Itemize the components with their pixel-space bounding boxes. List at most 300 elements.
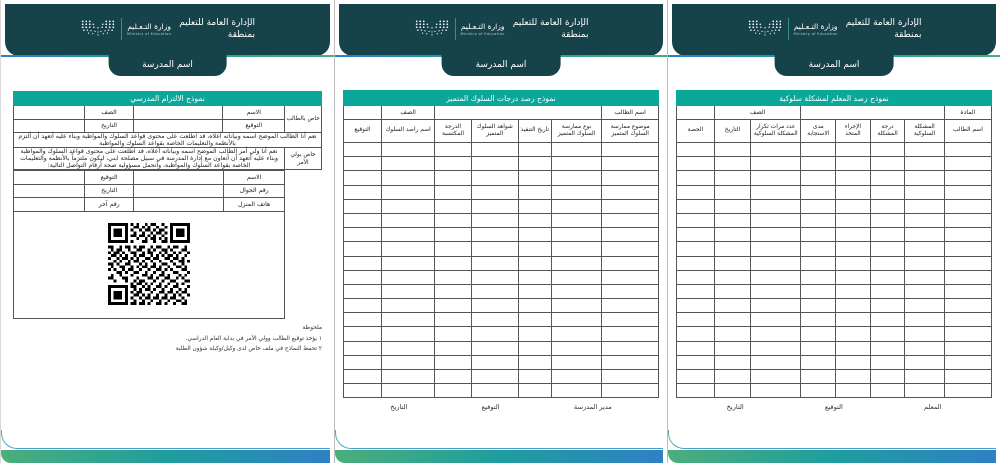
table-cell[interactable]	[518, 242, 551, 256]
table-cell[interactable]	[801, 270, 836, 284]
table-cell[interactable]	[836, 143, 871, 157]
table-cell[interactable]	[677, 341, 715, 355]
table-cell[interactable]	[602, 384, 659, 398]
card3-value-home-phone[interactable]	[134, 198, 223, 212]
table-cell[interactable]	[381, 185, 435, 199]
table-cell[interactable]	[435, 270, 471, 284]
table-cell[interactable]	[905, 143, 944, 157]
table-cell[interactable]	[344, 327, 382, 341]
table-cell[interactable]	[602, 313, 659, 327]
table-cell[interactable]	[944, 313, 991, 327]
table-cell[interactable]	[944, 270, 991, 284]
card3-value-signature[interactable]	[134, 119, 223, 133]
table-cell[interactable]	[677, 284, 715, 298]
table-cell[interactable]	[677, 228, 715, 242]
table-cell[interactable]	[518, 384, 551, 398]
table-cell[interactable]	[801, 228, 836, 242]
table-cell[interactable]	[344, 384, 382, 398]
table-cell[interactable]	[551, 327, 601, 341]
table-cell[interactable]	[435, 228, 471, 242]
table-cell[interactable]	[905, 370, 944, 384]
table-cell[interactable]	[602, 355, 659, 369]
table-cell[interactable]	[751, 143, 801, 157]
table-cell[interactable]	[677, 355, 715, 369]
table-cell[interactable]	[518, 171, 551, 185]
table-cell[interactable]	[677, 242, 715, 256]
table-cell[interactable]	[344, 270, 382, 284]
table-cell[interactable]	[344, 199, 382, 213]
table-cell[interactable]	[381, 327, 435, 341]
table-cell[interactable]	[602, 299, 659, 313]
table-cell[interactable]	[714, 313, 750, 327]
table-cell[interactable]	[435, 242, 471, 256]
table-cell[interactable]	[751, 171, 801, 185]
card3-value-date[interactable]	[14, 119, 85, 133]
table-cell[interactable]	[751, 213, 801, 227]
table-cell[interactable]	[836, 370, 871, 384]
table-cell[interactable]	[602, 199, 659, 213]
table-cell[interactable]	[551, 370, 601, 384]
table-cell[interactable]	[381, 355, 435, 369]
table-cell[interactable]	[677, 256, 715, 270]
table-cell[interactable]	[905, 270, 944, 284]
table-cell[interactable]	[471, 341, 518, 355]
table-cell[interactable]	[381, 270, 435, 284]
table-cell[interactable]	[714, 242, 750, 256]
table-cell[interactable]	[801, 355, 836, 369]
table-cell[interactable]	[518, 341, 551, 355]
table-cell[interactable]	[518, 185, 551, 199]
table-cell[interactable]	[381, 157, 435, 171]
table-cell[interactable]	[602, 213, 659, 227]
table-cell[interactable]	[714, 185, 750, 199]
table-cell[interactable]	[381, 341, 435, 355]
table-cell[interactable]	[518, 313, 551, 327]
table-cell[interactable]	[751, 185, 801, 199]
table-cell[interactable]	[344, 185, 382, 199]
table-cell[interactable]	[677, 384, 715, 398]
table-cell[interactable]	[870, 213, 905, 227]
table-cell[interactable]	[471, 213, 518, 227]
table-cell[interactable]	[905, 327, 944, 341]
table-cell[interactable]	[677, 213, 715, 227]
table-cell[interactable]	[471, 199, 518, 213]
table-cell[interactable]	[344, 355, 382, 369]
table-cell[interactable]	[944, 157, 991, 171]
table-cell[interactable]	[518, 327, 551, 341]
table-cell[interactable]	[435, 370, 471, 384]
table-cell[interactable]	[518, 256, 551, 270]
table-cell[interactable]	[435, 313, 471, 327]
table-cell[interactable]	[801, 143, 836, 157]
table-cell[interactable]	[518, 228, 551, 242]
table-cell[interactable]	[344, 284, 382, 298]
table-cell[interactable]	[551, 270, 601, 284]
table-cell[interactable]	[602, 270, 659, 284]
table-cell[interactable]	[381, 199, 435, 213]
table-cell[interactable]	[801, 256, 836, 270]
table-cell[interactable]	[551, 284, 601, 298]
table-cell[interactable]	[836, 313, 871, 327]
table-cell[interactable]	[677, 327, 715, 341]
table-cell[interactable]	[551, 213, 601, 227]
table-cell[interactable]	[602, 256, 659, 270]
table-cell[interactable]	[905, 228, 944, 242]
table-cell[interactable]	[714, 171, 750, 185]
table-cell[interactable]	[602, 327, 659, 341]
table-cell[interactable]	[518, 270, 551, 284]
table-cell[interactable]	[471, 355, 518, 369]
table-cell[interactable]	[471, 370, 518, 384]
table-cell[interactable]	[905, 213, 944, 227]
table-cell[interactable]	[518, 143, 551, 157]
table-cell[interactable]	[870, 199, 905, 213]
table-cell[interactable]	[551, 384, 601, 398]
table-cell[interactable]	[944, 242, 991, 256]
table-cell[interactable]	[751, 384, 801, 398]
card1-empty-rows	[677, 143, 992, 398]
table-cell[interactable]	[677, 299, 715, 313]
card3-guardian-contact-table	[13, 170, 322, 319]
table-row	[344, 341, 659, 355]
card3-value-name[interactable]	[134, 106, 223, 120]
table-cell[interactable]	[751, 313, 801, 327]
table-cell[interactable]	[870, 270, 905, 284]
table-cell[interactable]	[905, 384, 944, 398]
table-cell[interactable]	[602, 185, 659, 199]
table-cell[interactable]	[518, 355, 551, 369]
table-cell[interactable]	[870, 370, 905, 384]
table-cell[interactable]	[944, 341, 991, 355]
card2-ribbon-curve	[335, 430, 663, 449]
table-cell[interactable]	[435, 143, 471, 157]
table-cell[interactable]	[602, 284, 659, 298]
table-cell[interactable]	[801, 370, 836, 384]
table-cell[interactable]	[905, 185, 944, 199]
table-cell[interactable]	[905, 242, 944, 256]
table-cell[interactable]	[471, 185, 518, 199]
table-cell[interactable]	[801, 384, 836, 398]
table-cell[interactable]	[435, 199, 471, 213]
table-cell[interactable]	[435, 355, 471, 369]
card3-value-guardian-name[interactable]	[134, 171, 223, 185]
table-cell[interactable]	[381, 256, 435, 270]
table-cell[interactable]	[801, 327, 836, 341]
table-cell[interactable]	[435, 384, 471, 398]
table-cell[interactable]	[905, 313, 944, 327]
table-cell[interactable]	[905, 256, 944, 270]
behavior-observation-table	[676, 90, 992, 398]
table-cell[interactable]	[602, 242, 659, 256]
table-cell[interactable]	[471, 242, 518, 256]
table-cell[interactable]	[435, 171, 471, 185]
table-cell[interactable]	[836, 213, 871, 227]
card3-value-guardian-signature[interactable]	[14, 171, 85, 185]
table-row	[677, 228, 992, 242]
table-cell[interactable]	[870, 284, 905, 298]
table-cell[interactable]	[551, 313, 601, 327]
table-cell[interactable]	[551, 228, 601, 242]
card2-col-practice-type: نوع ممارسة السلوك المتميز	[551, 120, 601, 143]
table-cell[interactable]	[471, 384, 518, 398]
qr-code-icon[interactable]	[108, 223, 190, 305]
table-cell[interactable]	[344, 157, 382, 171]
table-cell[interactable]	[905, 355, 944, 369]
table-cell[interactable]	[677, 171, 715, 185]
card1-authority-line2: بمنطقة	[894, 30, 922, 40]
table-cell[interactable]	[602, 370, 659, 384]
card2-group-student-name: اسم الطالب	[602, 106, 659, 120]
table-cell[interactable]	[836, 185, 871, 199]
table-cell[interactable]	[870, 228, 905, 242]
table-cell[interactable]	[714, 327, 750, 341]
table-cell[interactable]	[471, 327, 518, 341]
table-cell[interactable]	[836, 341, 871, 355]
table-cell[interactable]	[751, 270, 801, 284]
table-cell[interactable]	[944, 228, 991, 242]
table-cell[interactable]	[944, 284, 991, 298]
table-cell[interactable]	[714, 341, 750, 355]
table-cell[interactable]	[905, 284, 944, 298]
table-cell[interactable]	[714, 299, 750, 313]
table-cell[interactable]	[751, 256, 801, 270]
table-cell[interactable]	[714, 384, 750, 398]
table-cell[interactable]	[836, 171, 871, 185]
table-cell[interactable]	[435, 185, 471, 199]
table-cell[interactable]	[836, 270, 871, 284]
table-cell[interactable]	[344, 313, 382, 327]
table-cell[interactable]	[602, 228, 659, 242]
table-cell[interactable]	[870, 313, 905, 327]
table-cell[interactable]	[801, 242, 836, 256]
table-cell[interactable]	[471, 284, 518, 298]
table-cell[interactable]	[714, 256, 750, 270]
table-cell[interactable]	[344, 341, 382, 355]
table-cell[interactable]	[344, 213, 382, 227]
table-cell[interactable]	[714, 157, 750, 171]
table-cell[interactable]	[551, 157, 601, 171]
table-cell[interactable]	[381, 228, 435, 242]
table-cell[interactable]	[751, 327, 801, 341]
table-cell[interactable]	[714, 228, 750, 242]
table-cell[interactable]	[836, 299, 871, 313]
card3-value-class[interactable]	[14, 106, 85, 120]
table-cell[interactable]	[801, 171, 836, 185]
table-cell[interactable]	[870, 327, 905, 341]
table-cell[interactable]	[435, 284, 471, 298]
table-cell[interactable]	[677, 143, 715, 157]
table-cell[interactable]	[836, 256, 871, 270]
card3-note-2: ٢ تحفظ النماذج في ملف خاص لدى وكيل/وكيلة شؤون الطلبة	[175, 345, 322, 352]
table-cell[interactable]	[435, 299, 471, 313]
card3-table-wrap	[13, 91, 322, 319]
table-cell[interactable]	[801, 284, 836, 298]
table-cell[interactable]	[714, 284, 750, 298]
table-cell[interactable]	[801, 341, 836, 355]
table-cell[interactable]	[801, 157, 836, 171]
table-cell[interactable]	[714, 355, 750, 369]
table-cell[interactable]	[518, 157, 551, 171]
table-cell[interactable]	[870, 157, 905, 171]
table-cell[interactable]	[944, 213, 991, 227]
table-cell[interactable]	[677, 370, 715, 384]
table-cell[interactable]	[518, 370, 551, 384]
table-cell[interactable]	[905, 299, 944, 313]
table-cell[interactable]	[751, 284, 801, 298]
table-cell[interactable]	[344, 370, 382, 384]
card3-value-guardian-date[interactable]	[14, 184, 85, 198]
table-cell[interactable]	[677, 270, 715, 284]
table-cell[interactable]	[714, 143, 750, 157]
table-cell[interactable]	[344, 143, 382, 157]
table-cell[interactable]	[381, 171, 435, 185]
table-cell[interactable]	[944, 355, 991, 369]
table-cell[interactable]	[905, 341, 944, 355]
table-cell[interactable]	[551, 171, 601, 185]
table-cell[interactable]	[602, 171, 659, 185]
table-cell[interactable]	[381, 313, 435, 327]
table-cell[interactable]	[836, 327, 871, 341]
table-cell[interactable]	[471, 270, 518, 284]
table-cell[interactable]	[518, 284, 551, 298]
card3-value-mobile[interactable]	[134, 184, 223, 198]
table-cell[interactable]	[801, 185, 836, 199]
table-cell[interactable]	[905, 199, 944, 213]
table-cell[interactable]	[751, 370, 801, 384]
table-cell[interactable]	[944, 327, 991, 341]
table-cell[interactable]	[870, 171, 905, 185]
table-cell[interactable]	[944, 185, 991, 199]
table-cell[interactable]	[471, 256, 518, 270]
table-cell[interactable]	[344, 228, 382, 242]
table-cell[interactable]	[944, 370, 991, 384]
table-cell[interactable]	[602, 341, 659, 355]
table-cell[interactable]	[471, 228, 518, 242]
table-cell[interactable]	[801, 299, 836, 313]
table-cell[interactable]	[870, 256, 905, 270]
table-cell[interactable]	[801, 313, 836, 327]
table-cell[interactable]	[381, 242, 435, 256]
table-cell[interactable]	[714, 370, 750, 384]
table-cell[interactable]	[870, 299, 905, 313]
table-cell[interactable]	[944, 199, 991, 213]
card2-table-title: نموذج رصد درجات السلوك المتميز	[344, 91, 659, 106]
table-row	[677, 185, 992, 199]
table-cell[interactable]	[836, 384, 871, 398]
table-cell[interactable]	[471, 313, 518, 327]
table-cell[interactable]	[944, 256, 991, 270]
table-cell[interactable]	[344, 242, 382, 256]
table-cell[interactable]	[751, 299, 801, 313]
table-cell[interactable]	[381, 299, 435, 313]
table-cell[interactable]	[518, 299, 551, 313]
table-cell[interactable]	[751, 341, 801, 355]
table-cell[interactable]	[870, 143, 905, 157]
table-cell[interactable]	[870, 341, 905, 355]
table-cell[interactable]	[602, 143, 659, 157]
table-cell[interactable]	[435, 157, 471, 171]
table-cell[interactable]	[435, 327, 471, 341]
table-cell[interactable]	[381, 213, 435, 227]
table-cell[interactable]	[870, 242, 905, 256]
table-cell[interactable]	[714, 213, 750, 227]
table-cell[interactable]	[381, 370, 435, 384]
table-cell[interactable]	[471, 157, 518, 171]
card3-ribbon-bar	[1, 450, 330, 463]
table-cell[interactable]	[836, 355, 871, 369]
table-cell[interactable]	[677, 313, 715, 327]
table-cell[interactable]	[944, 143, 991, 157]
table-cell[interactable]	[751, 228, 801, 242]
ministry-logo-ar: وزارة التـعـليم	[793, 21, 838, 31]
card3-value-other-number[interactable]	[14, 198, 85, 212]
table-cell[interactable]	[801, 199, 836, 213]
table-cell[interactable]	[551, 299, 601, 313]
table-cell[interactable]	[435, 341, 471, 355]
table-cell[interactable]	[677, 157, 715, 171]
table-cell[interactable]	[714, 199, 750, 213]
table-cell[interactable]	[870, 384, 905, 398]
table-cell[interactable]	[751, 157, 801, 171]
table-cell[interactable]	[381, 384, 435, 398]
table-cell[interactable]	[551, 185, 601, 199]
table-cell[interactable]	[944, 299, 991, 313]
table-cell[interactable]	[751, 355, 801, 369]
table-cell[interactable]	[677, 199, 715, 213]
table-cell[interactable]	[381, 143, 435, 157]
card1-school-pill-wrap	[668, 55, 1000, 77]
table-cell[interactable]	[751, 199, 801, 213]
table-cell[interactable]	[518, 199, 551, 213]
table-cell[interactable]	[471, 299, 518, 313]
table-cell[interactable]	[836, 228, 871, 242]
table-cell[interactable]	[801, 213, 836, 227]
table-cell[interactable]	[518, 213, 551, 227]
table-cell[interactable]	[551, 242, 601, 256]
card3-authority-line2: بمنطقة	[227, 30, 255, 40]
table-cell[interactable]	[836, 242, 871, 256]
table-cell[interactable]	[551, 143, 601, 157]
table-cell[interactable]	[551, 341, 601, 355]
table-cell[interactable]	[344, 256, 382, 270]
table-cell[interactable]	[381, 284, 435, 298]
card3-pledge-guardian-row	[14, 148, 322, 170]
table-cell[interactable]	[870, 185, 905, 199]
table-cell[interactable]	[905, 171, 944, 185]
table-cell[interactable]	[471, 171, 518, 185]
table-cell[interactable]	[551, 199, 601, 213]
table-cell[interactable]	[905, 157, 944, 171]
table-cell[interactable]	[836, 157, 871, 171]
table-cell[interactable]	[551, 256, 601, 270]
table-cell[interactable]	[435, 213, 471, 227]
table-cell[interactable]	[471, 143, 518, 157]
table-cell[interactable]	[944, 384, 991, 398]
table-cell[interactable]	[435, 256, 471, 270]
table-cell[interactable]	[677, 185, 715, 199]
table-cell[interactable]	[751, 242, 801, 256]
table-cell[interactable]	[836, 199, 871, 213]
table-cell[interactable]	[870, 355, 905, 369]
card3-ribbon-curve	[1, 430, 330, 449]
table-cell[interactable]	[714, 270, 750, 284]
table-cell[interactable]	[836, 284, 871, 298]
table-cell[interactable]	[344, 171, 382, 185]
table-cell[interactable]	[944, 171, 991, 185]
table-cell[interactable]	[551, 355, 601, 369]
table-cell[interactable]	[344, 299, 382, 313]
table-cell[interactable]	[602, 157, 659, 171]
